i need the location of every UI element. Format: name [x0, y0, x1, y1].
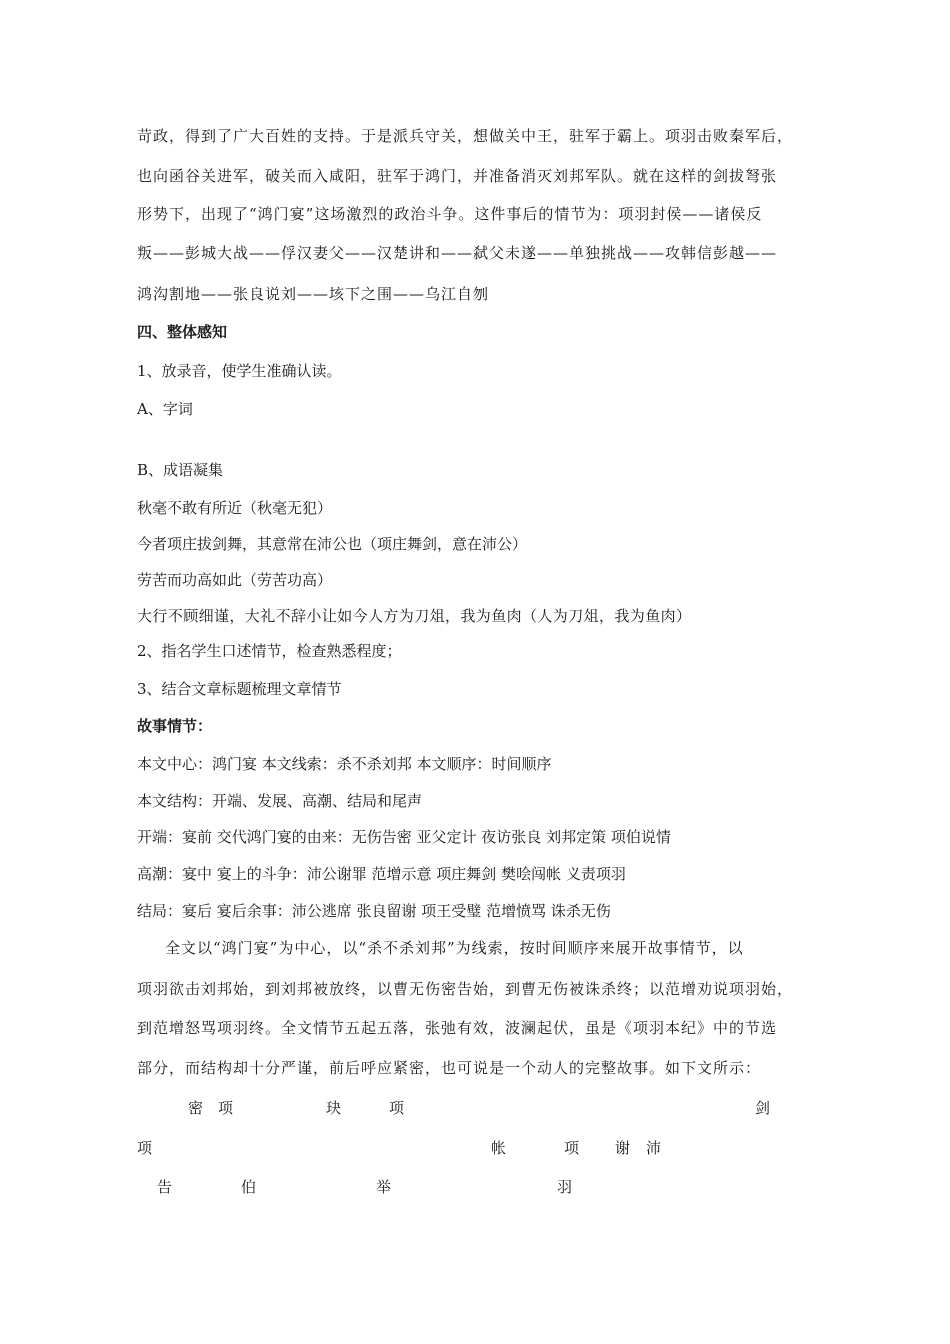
paragraph-line: 鸿沟割地——张良说刘——垓下之围——乌江自刎 — [137, 285, 490, 303]
idiom-line: 秋毫不敢有所近（秋毫无犯） — [137, 499, 333, 517]
paragraph-line: 叛——彭城大战——俘汉妻父——汉楚讲和——弑父未遂——单独挑战——攻韩信彭越—— — [137, 244, 778, 262]
paragraph-line: 全文以“鸿门宴”为中心，以“杀不杀刘邦”为线索，按时间顺序来展开故事情节，以 — [165, 939, 744, 957]
diagram-char: 剑 — [755, 1099, 771, 1117]
list-item: 1、放录音，使学生准确认读。 — [137, 362, 342, 380]
paragraph-line: 到范增怒骂项羽终。全文情节五起五落，张弛有效，波澜起伏，虽是《项羽本纪》中的节选 — [137, 1019, 778, 1037]
story-line: 结局：宴后 宴后余事：沛公逃席 张良留谢 项王受璧 范增愤骂 诛杀无伤 — [137, 902, 611, 920]
list-item: 2、指名学生口述情节，检查熟悉程度； — [137, 642, 402, 660]
diagram-char: 项 — [389, 1099, 405, 1117]
diagram-char: 玦 — [326, 1099, 342, 1117]
story-line: 本文中心：鸿门宴 本文线索：杀不杀刘邦 本文顺序：时间顺序 — [137, 755, 552, 773]
diagram-char: 密 — [188, 1099, 204, 1117]
list-item: B、成语凝集 — [137, 461, 224, 479]
idiom-line: 今者项庄拔剑舞，其意常在沛公也（项庄舞剑，意在沛公） — [137, 535, 528, 553]
diagram-char: 举 — [376, 1178, 392, 1196]
list-item: A、字词 — [137, 400, 193, 418]
story-line: 高潮：宴中 宴上的斗争：沛公谢罪 范增示意 项庄舞剑 樊哙闯帐 义责项羽 — [137, 865, 626, 883]
paragraph-line: 部分，而结构却十分严谨，前后呼应紧密，也可说是一个动人的完整故事。如下文所示： — [137, 1059, 762, 1077]
paragraph-line: 项羽欲击刘邦始，到刘邦被放终，以曹无伤密告始，到曹无伤被诛杀终；以范增劝说项羽始， — [137, 980, 794, 998]
diagram-char: 告 — [157, 1178, 173, 1196]
diagram-char: 项 — [218, 1099, 234, 1117]
diagram-char: 羽 — [557, 1178, 573, 1196]
diagram-char: 伯 — [241, 1178, 257, 1196]
story-line: 本文结构：开端、发展、高潮、结局和尾声 — [137, 792, 423, 810]
diagram-char: 沛 — [646, 1139, 662, 1157]
section-heading: 四、整体感知 — [137, 323, 228, 341]
paragraph-line: 苛政，得到了广大百姓的支持。于是派兵守关，想做关中王，驻军于霸上。项羽击败秦军后， — [137, 127, 794, 145]
story-heading: 故事情节： — [137, 717, 213, 735]
idiom-line: 大行不顾细谨，大礼不辞小让如今人方为刀俎，我为鱼肉（人为刀俎，我为鱼肉） — [137, 607, 692, 625]
diagram-char: 项 — [564, 1139, 580, 1157]
story-line: 开端：宴前 交代鸿门宴的由来：无伤告密 亚父定计 夜访张良 刘邦定策 项伯说情 — [137, 828, 671, 846]
list-item: 3、结合文章标题梳理文章情节 — [137, 680, 342, 698]
idiom-line: 劳苦而功高如此（劳苦功高） — [137, 571, 333, 589]
diagram-char: 谢 — [615, 1139, 631, 1157]
paragraph-line: 也向函谷关进军，破关而入咸阳，驻军于鸿门，并准备消灭刘邦军队。就在这样的剑拔弩张 — [137, 167, 778, 185]
diagram-char: 帐 — [491, 1139, 507, 1157]
paragraph-line: 形势下，出现了“鸿门宴”这场激烈的政治斗争。这件事后的情节为：项羽封侯——诸侯反 — [137, 205, 763, 223]
diagram-char: 项 — [137, 1139, 153, 1157]
